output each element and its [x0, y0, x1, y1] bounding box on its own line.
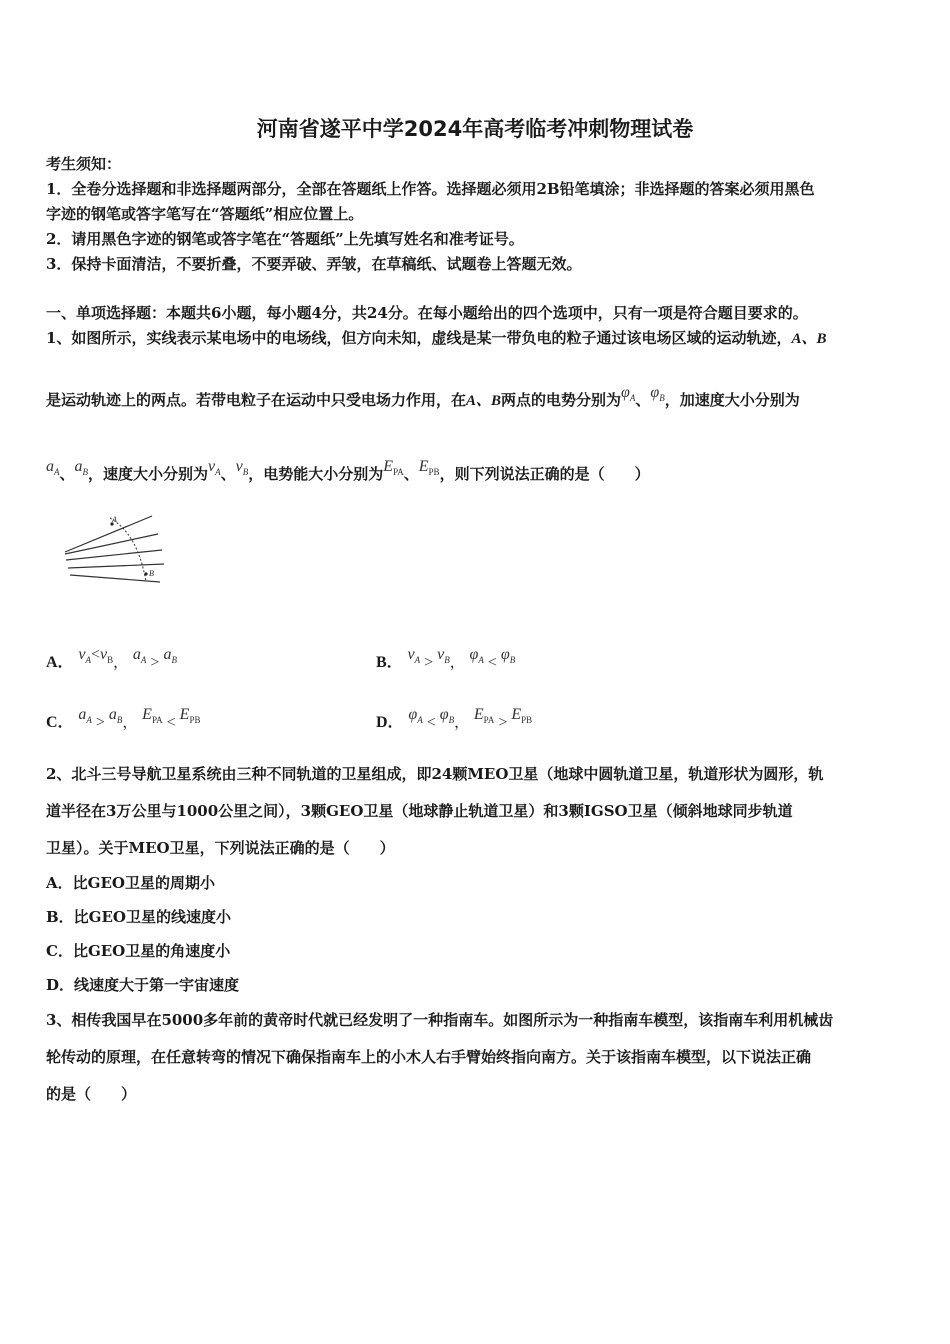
- q2-option-c[interactable]: C．比GEO卫星的角速度小: [46, 942, 231, 960]
- q1-option-d[interactable]: D． $\varphi_A < \varphi_B$， $E_{PA} > E_{PB}$: [376, 706, 533, 731]
- field-line-1: [65, 516, 152, 552]
- q2-option-a[interactable]: A．比GEO卫星的周期小: [46, 874, 215, 892]
- q1-line-2: 是运动轨迹上的两点。若带电粒子在运动中只受电场力作用，在A、B两点的电势分别为$\varphi_A$、$\varphi_B$，加速度大小分别为: [46, 384, 800, 409]
- notice-item-3: 3．保持卡面清洁，不要折叠，不要弄破、弄皱，在草稿纸、试题卷上答题无效。: [46, 255, 582, 273]
- field-line-4: [68, 564, 164, 568]
- point-b-label: B: [149, 569, 154, 578]
- field-line-figure: [60, 512, 170, 592]
- a-a-symbol: $a_A$: [46, 458, 60, 478]
- q2-line-1: 2、北斗三号导航卫星系统由三种不同轨道的卫星组成，即24颗MEO卫星（地球中圆轨道卫星，轨道形状为圆形，轨: [46, 765, 824, 783]
- q2-line-2: 道半径在3万公里与1000公里之间），3颗GEO卫星（地球静止轨道卫星）和3颗IGSO卫星（倾斜地球同步轨道: [46, 802, 793, 820]
- q1-text: 1、如图所示，实线表示某电场中的电场线，但方向未知，虚线是某一带负电的粒子通过该电场区域的运动轨迹，: [46, 329, 792, 347]
- q2-option-b[interactable]: B．比GEO卫星的线速度小: [46, 908, 231, 926]
- q1-option-a[interactable]: A． $v_A<v_B$， $a_A > a_B$: [46, 646, 177, 671]
- q3-line-3: 的是（ ）: [46, 1085, 137, 1103]
- q2-line-3: 卫星）。关于MEO卫星，下列说法正确的是（ ）: [46, 839, 395, 857]
- a-b-symbol: $a_B$: [74, 458, 89, 478]
- q2-option-d[interactable]: D．线速度大于第一宇宙速度: [46, 976, 240, 994]
- q1-line-3: $a_A$、$a_B$，速度大小分别为$v_A$、$v_B$，电势能大小分别为$E_{PA}$、$E_{PB}$，则下列说法正确的是（ ）: [46, 458, 650, 483]
- notice-item-1: 1．全卷分选择题和非选择题两部分，全部在答题纸上作答。选择题必须用2B铅笔填涂；非选择题的答案必须用黑色: [46, 180, 815, 198]
- phi-a-symbol: $\varphi_A$: [621, 384, 636, 404]
- notice-item-2: 2．请用黑色字迹的钢笔或答字笔在“答题纸”上先填写姓名和准考证号。: [46, 230, 524, 248]
- v-a-symbol: $v_A$: [208, 458, 221, 478]
- page-title: 河南省遂平中学2024年高考临考冲刺物理试卷: [256, 117, 694, 141]
- q1-points: A、B: [791, 331, 827, 347]
- q1-option-c[interactable]: C． $a_A > a_B$， $E_{PA} < E_{PB}$: [46, 706, 201, 731]
- phi-b-symbol: $\varphi_B$: [650, 384, 665, 404]
- q3-line-1: 3、相传我国早在5000多年前的黄帝时代就已经发明了一种指南车。如图所示为一种指南车模型，该指南车利用机械齿: [46, 1011, 834, 1029]
- ep-b-symbol: $E_{PB}$: [418, 458, 440, 478]
- notice-heading: 考生须知：: [46, 155, 122, 173]
- point-a-label: A: [112, 515, 117, 524]
- notice-item-1-cont: 字迹的钢笔或答字笔写在“答题纸”相应位置上。: [46, 205, 364, 223]
- v-b-symbol: $v_B$: [235, 458, 249, 478]
- ep-a-symbol: $E_{PA}$: [383, 458, 404, 478]
- q1-option-b[interactable]: B． $v_A > v_B$， $\varphi_A < \varphi_B$: [376, 646, 516, 671]
- field-line-2: [65, 534, 158, 554]
- q3-line-2: 轮传动的原理，在任意转弯的情况下确保指南车上的小木人右手臂始终指向南方。关于该指南车模型，以下说法正确: [46, 1048, 812, 1066]
- q1-line-1: [46, 327, 826, 348]
- trajectory-curve: [110, 518, 146, 582]
- point-b-marker: [144, 572, 147, 575]
- section-heading: 一、单项选择题：本题共6小题，每小题4分，共24分。在每小题给出的四个选项中，只有一项是符合题目要求的。: [46, 304, 808, 322]
- field-line-3: [66, 550, 162, 560]
- field-line-5: [70, 575, 160, 582]
